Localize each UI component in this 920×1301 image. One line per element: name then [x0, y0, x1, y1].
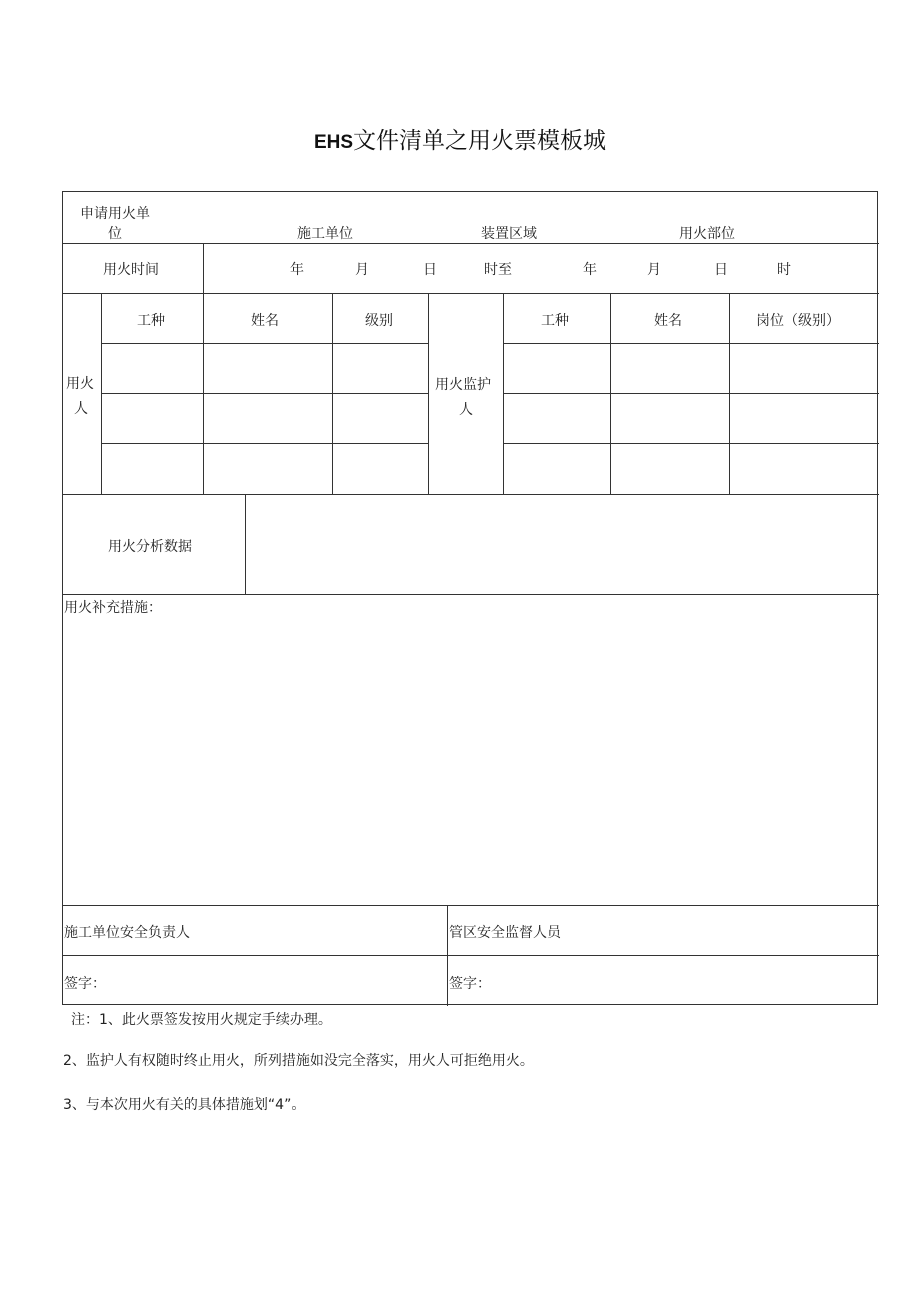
- note-2: 2、监护人有权随时终止用火，所列措施如没完全落实，用火人可拒绝用火。: [63, 1053, 534, 1069]
- monitor-type-header: 工种: [541, 313, 569, 329]
- start-day-label: 日: [423, 262, 437, 278]
- row-divider: [63, 594, 879, 595]
- fire-location-label: 用火部位: [679, 226, 735, 242]
- area-supervisor-label: 管区安全监督人员: [449, 925, 561, 941]
- fire-permit-form: [62, 191, 878, 1005]
- supplement-label: 用火补充措施：: [64, 600, 162, 616]
- workers-group-label-cont: 人: [74, 401, 88, 417]
- col-divider: [428, 293, 429, 494]
- analysis-label: 用火分析数据: [108, 539, 192, 555]
- note-1: 注：1、此火票签发按用火规定手续办理。: [71, 1012, 332, 1028]
- col-divider: [101, 293, 102, 494]
- col-divider: [610, 293, 611, 494]
- workers-group-label: 用火: [66, 376, 94, 392]
- construction-safety-head-label: 施工单位安全负责人: [64, 925, 190, 941]
- col-divider: [447, 905, 448, 1006]
- col-divider: [332, 293, 333, 494]
- row-divider: [101, 343, 428, 344]
- construction-unit-label: 施工单位: [297, 226, 353, 242]
- sign-left-label: 签字：: [64, 976, 106, 992]
- worker-type-header: 工种: [137, 313, 165, 329]
- row-divider: [503, 443, 879, 444]
- applicant-unit-label-cont: 位: [108, 226, 122, 242]
- row-divider: [63, 955, 879, 956]
- note-3: 3、与本次用火有关的具体措施划“4”。: [63, 1097, 306, 1113]
- row-divider: [63, 905, 879, 906]
- row-divider: [503, 343, 879, 344]
- device-area-label: 装置区域: [481, 226, 537, 242]
- start-month-label: 月: [355, 262, 369, 278]
- monitor-name-header: 姓名: [654, 313, 682, 329]
- row-divider: [63, 494, 879, 495]
- start-year-label: 年: [290, 262, 304, 278]
- monitors-group-label-cont: 人: [459, 402, 473, 418]
- row-divider: [63, 243, 879, 244]
- row-divider: [503, 393, 879, 394]
- title-text: 文件清单之用火票模板城: [353, 128, 607, 154]
- col-divider: [245, 494, 246, 594]
- monitor-post-header: 岗位（级别）: [756, 313, 840, 329]
- end-year-label: 年: [583, 262, 597, 278]
- worker-level-header: 级别: [365, 313, 393, 329]
- col-divider: [203, 243, 204, 494]
- row-divider: [101, 443, 428, 444]
- row-divider: [101, 393, 428, 394]
- monitors-group-label: 用火监护: [435, 377, 491, 393]
- end-day-label: 日: [714, 262, 728, 278]
- col-divider: [729, 293, 730, 494]
- page-title: [0, 122, 920, 155]
- col-divider: [503, 293, 504, 494]
- applicant-unit-label: 申请用火单: [80, 206, 150, 222]
- worker-name-header: 姓名: [251, 313, 279, 329]
- title-prefix: EHS: [313, 132, 354, 153]
- end-hour-label: 时: [777, 262, 791, 278]
- row-divider: [63, 293, 879, 294]
- sign-right-label: 签字：: [449, 976, 491, 992]
- end-month-label: 月: [647, 262, 661, 278]
- fire-time-label: 用火时间: [103, 262, 159, 278]
- start-hour-to-label: 时至: [484, 262, 512, 278]
